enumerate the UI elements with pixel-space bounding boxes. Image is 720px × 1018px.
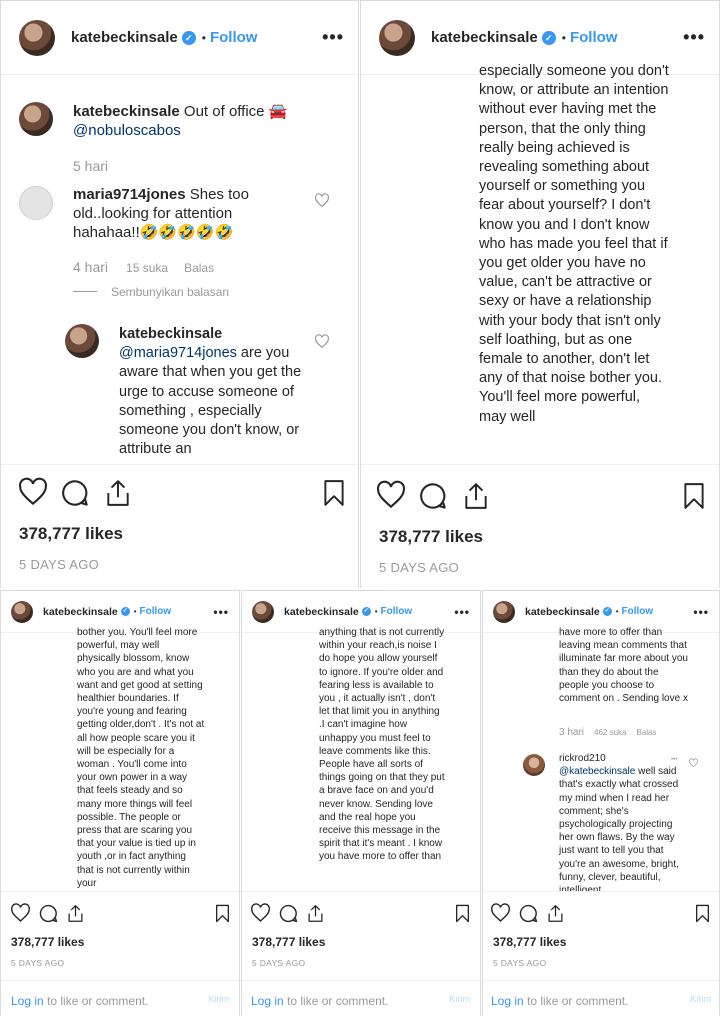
reply-text: well said that's exactly what crossed my mind when I read her comment; she's psychologically projecting her own flaws. By the way just want to tell you that you're an awesome, bright, funny, clever, beautiful, xyxy=(559,766,679,883)
post-actions xyxy=(361,464,719,589)
login-text xyxy=(11,994,148,1008)
reply-text-continued: bother you. You'll feel more powerful, may well physically blossom, know who you are and what you want and get good at setting healthier boundaries. If you're young and fearing getting older,don't . It's not at all how people scare you it will be especially for a woman . You'll come into your own power in a way that feels steady and so many more things will feel possible. The people or press that are scaring you that your value is tied up in youth ,or in fact anything that is not currently within your xyxy=(77,627,205,889)
avatar[interactable] xyxy=(379,20,415,56)
login-rest: to like or comment. xyxy=(43,994,149,1008)
post-actions xyxy=(1,891,239,1017)
separator-dot: • xyxy=(133,607,137,616)
more-options-icon[interactable]: ••• xyxy=(683,27,705,47)
verified-badge-icon: ✓ xyxy=(122,608,128,614)
login-link[interactable]: Log in xyxy=(251,994,284,1008)
reply-text-continued: especially someone you don't know, or attribute an intention without ever having met the person, that the only thing really being achieved is revealing something about yourself or something you fear about yourself? I don't know you and I don't know who has made you feel that if you get older you have no value, can't be attractive or sexy or have a relationship with your body that isn't only self loathing, but as one female to another, don't let any of that noise bother you. You'll feel more powerful, may well xyxy=(479,63,669,425)
caption-time xyxy=(73,158,108,174)
reply-text: are you aware that when you get the urge to accuse someone of something , especially someone you don't know, or attribute an xyxy=(119,345,302,458)
like-comment-icon[interactable] xyxy=(315,335,329,348)
avatar[interactable] xyxy=(65,324,99,358)
bookmark-icon[interactable] xyxy=(455,904,470,923)
separator-dot: • xyxy=(561,30,566,45)
follow-button[interactable]: Follow xyxy=(139,606,172,617)
likes-count[interactable]: 462 suka xyxy=(594,728,627,737)
send-button[interactable]: Kirim xyxy=(690,994,711,1004)
likes-count[interactable]: 378,777 likes xyxy=(11,935,85,949)
heart-icon[interactable] xyxy=(251,904,270,922)
post-panel-3 xyxy=(0,590,240,1016)
reply-mention[interactable]: @katebeckinsale xyxy=(559,766,636,778)
caption xyxy=(73,102,343,140)
bookmark-icon[interactable] xyxy=(215,904,230,923)
reply-text-continued: anything that is not currently within your reach,is noise I do hope you allow yourself to ignore. If you're older and fearing less is available to you , it actually isn't , don't let that limit you in anything .I can't imagine how unhappy you must feel to leave comments like this. People have all sorts of things going on that they put a brave face on and you'd never know. Sending love and the real hope you receive this message in the spirit that it's meant . I know you have more to offer than xyxy=(319,627,445,863)
username[interactable]: katebeckinsale xyxy=(71,29,178,46)
post-time: 5 DAYS AGO xyxy=(19,557,100,572)
comments-area xyxy=(361,63,719,464)
follow-button[interactable]: Follow xyxy=(569,29,618,46)
avatar[interactable] xyxy=(11,601,33,623)
avatar[interactable] xyxy=(19,186,53,220)
comment-icon[interactable] xyxy=(61,479,89,507)
bookmark-icon[interactable] xyxy=(683,482,705,510)
comments-area xyxy=(483,627,719,934)
comments-area xyxy=(1,76,358,464)
share-icon[interactable] xyxy=(307,904,324,923)
verified-badge-icon: ✓ xyxy=(604,608,610,614)
verified-badge-icon: ✓ xyxy=(182,31,196,45)
login-text xyxy=(491,994,628,1008)
share-icon[interactable] xyxy=(67,904,84,923)
caption-text: Out of office 🚘 xyxy=(179,103,288,120)
login-prompt xyxy=(1,980,239,1018)
separator-dot: • xyxy=(201,30,206,45)
post-time: 5 DAYS AGO xyxy=(252,958,306,968)
post-header xyxy=(1,1,358,75)
avatar[interactable] xyxy=(493,601,515,623)
share-icon[interactable] xyxy=(547,904,564,923)
reply-comment xyxy=(559,752,687,897)
heart-icon[interactable] xyxy=(11,904,30,922)
username[interactable]: katebeckinsale xyxy=(431,29,538,46)
bookmark-icon[interactable] xyxy=(695,904,710,923)
caption-username[interactable]: katebeckinsale xyxy=(73,103,180,120)
timestamp: 5 hari xyxy=(73,158,109,174)
avatar[interactable] xyxy=(19,102,53,136)
share-icon[interactable] xyxy=(463,482,489,510)
follow-button[interactable]: Follow xyxy=(621,606,654,617)
heart-icon[interactable] xyxy=(377,482,405,508)
likes-count[interactable]: 378,777 likes xyxy=(379,527,483,546)
send-button[interactable]: Kirim xyxy=(449,994,470,1004)
avatar[interactable] xyxy=(523,754,545,776)
login-prompt xyxy=(242,980,480,1018)
comment xyxy=(73,185,273,242)
hide-replies-label: Sembunyikan balasan xyxy=(111,285,230,299)
heart-icon[interactable] xyxy=(491,904,510,922)
post-panel-1 xyxy=(0,0,359,588)
reply-button[interactable]: Balas xyxy=(184,261,215,275)
comment-icon[interactable] xyxy=(279,904,298,923)
like-comment-icon[interactable] xyxy=(689,759,698,767)
post-panel-4 xyxy=(241,590,481,1016)
send-button[interactable]: Kirim xyxy=(208,994,229,1004)
comment-icon[interactable] xyxy=(519,904,538,923)
separator-dot: • xyxy=(374,607,378,616)
post-time: 5 DAYS AGO xyxy=(379,560,460,575)
post-actions xyxy=(483,891,719,1017)
comments-area xyxy=(1,627,239,934)
username[interactable]: katebeckinsale xyxy=(284,605,359,618)
verified-badge-icon: ✓ xyxy=(363,608,369,614)
more-options-icon[interactable]: ••• xyxy=(454,605,470,619)
post-actions xyxy=(1,464,358,589)
post-actions xyxy=(242,891,480,1017)
reply-comment xyxy=(119,325,309,459)
likes-count[interactable]: 378,777 likes xyxy=(19,524,123,543)
comments-area xyxy=(242,627,480,934)
like-comment-icon[interactable] xyxy=(315,194,329,207)
divider-line xyxy=(73,291,97,292)
login-rest: to like or comment. xyxy=(283,994,389,1008)
more-options-icon[interactable]: ••• xyxy=(213,605,229,619)
reply-text-continued: have more to offer than leaving mean comments that illuminate far more about you than they do about the people you choose to comment on . Sending love x xyxy=(559,627,688,705)
post-time: 5 DAYS AGO xyxy=(493,958,547,968)
post-panel-5 xyxy=(482,590,720,1016)
username[interactable]: katebeckinsale xyxy=(43,605,118,618)
avatar[interactable] xyxy=(19,20,55,56)
bookmark-icon[interactable] xyxy=(323,479,345,507)
comment-text: Shes too old..looking for attention hahahaa!!🤣🤣🤣🤣🤣 xyxy=(73,186,249,241)
login-link[interactable]: Log in xyxy=(11,994,44,1008)
likes-count[interactable]: 378,777 likes xyxy=(252,935,326,949)
timestamp: 4 hari xyxy=(73,259,109,275)
login-text xyxy=(251,994,388,1008)
reply-mention[interactable]: @maria9714jones xyxy=(119,345,237,362)
more-options-icon[interactable]: ••• xyxy=(693,605,709,619)
more-options-icon[interactable]: ••• xyxy=(322,27,344,47)
login-rest: to like or comment. xyxy=(523,994,629,1008)
comment-meta xyxy=(73,259,214,275)
comment-meta xyxy=(559,727,657,738)
likes-count[interactable]: 15 suka xyxy=(126,261,169,275)
follow-button[interactable]: Follow xyxy=(380,606,413,617)
follow-button[interactable]: Follow xyxy=(209,29,258,46)
comment-icon[interactable] xyxy=(39,904,58,923)
comment-options-icon[interactable]: ••• xyxy=(671,757,678,763)
reply-username[interactable]: katebeckinsale xyxy=(119,326,223,342)
comment-icon[interactable] xyxy=(419,482,447,510)
post-panel-2 xyxy=(360,0,720,588)
timestamp: 3 hari xyxy=(559,727,585,738)
heart-icon[interactable] xyxy=(19,479,47,505)
login-prompt xyxy=(483,980,719,1018)
login-link[interactable]: Log in xyxy=(491,994,524,1008)
reply-button[interactable]: Balas xyxy=(636,728,657,737)
username[interactable]: katebeckinsale xyxy=(525,605,600,618)
hide-replies-button[interactable] xyxy=(73,285,229,299)
post-time: 5 DAYS AGO xyxy=(11,958,65,968)
likes-count[interactable]: 378,777 likes xyxy=(493,935,567,949)
comment-username[interactable]: maria9714jones xyxy=(73,186,186,203)
verified-badge-icon: ✓ xyxy=(542,31,556,45)
caption-mention[interactable]: @nobuloscabos xyxy=(73,122,181,139)
reply-username[interactable]: rickrod210 xyxy=(559,753,606,764)
separator-dot: • xyxy=(615,607,619,616)
share-icon[interactable] xyxy=(105,479,131,507)
avatar[interactable] xyxy=(252,601,274,623)
